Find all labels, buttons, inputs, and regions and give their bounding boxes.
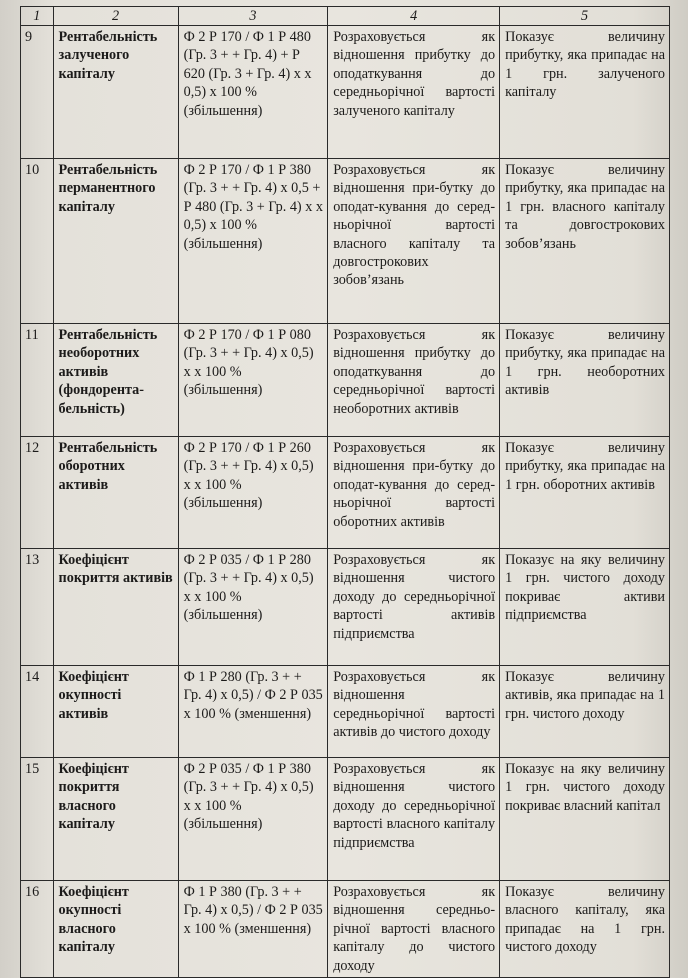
- row-number: 10: [21, 159, 54, 324]
- row-number: 11: [21, 324, 54, 437]
- row-number: 12: [21, 437, 54, 549]
- indicator-name: Коефіцієнт окупності активів: [53, 666, 178, 758]
- table-row: [21, 437, 670, 549]
- calculation-method: Розраховується як відношення середньорічної вартості активів до чистого доходу: [328, 666, 500, 758]
- header-row: [21, 7, 670, 26]
- calculation-method: Розраховується як відношення середньо-річної вартості власного капіталу до чистого доходу: [328, 881, 500, 978]
- row-number: 13: [21, 549, 54, 666]
- indicator-formula: Ф 2 Р 035 / Ф 1 Р 380 (Гр. 3 + + Гр. 4) х 0,5) х х 100 % (збільшення): [178, 758, 328, 881]
- indicator-formula: Ф 2 Р 035 / Ф 1 Р 280 (Гр. 3 + + Гр. 4) х 0,5) х х 100 % (збільшення): [178, 549, 328, 666]
- calculation-method: Розраховується як відношення чистого доходу до середньорічної вартості власного капіталу підприємства: [328, 758, 500, 881]
- col-header-1: 1: [21, 7, 54, 26]
- row-number: 14: [21, 666, 54, 758]
- col-header-4: 4: [328, 7, 500, 26]
- indicator-formula: Ф 2 Р 170 / Ф 1 Р 480 (Гр. 3 + + Гр. 4) + Р 620 (Гр. 3 + Гр. 4) х х 0,5) х 100 % (збільшення): [178, 26, 328, 159]
- indicator-meaning: Показує на яку величину 1 грн. чистого доходу покриває власний капітал: [500, 758, 670, 881]
- indicator-name: Рентабельність перманентного капіталу: [53, 159, 178, 324]
- indicator-formula: Ф 2 Р 170 / Ф 1 Р 260 (Гр. 3 + + Гр. 4) х 0,5) х х 100 % (збільшення): [178, 437, 328, 549]
- indicator-meaning: Показує величину прибутку, яка припадає на 1 грн. оборотних активів: [500, 437, 670, 549]
- indicator-name: Коефіцієнт окупності власного капіталу: [53, 881, 178, 978]
- indicators-table: [20, 6, 670, 978]
- indicator-meaning: Показує величину прибутку, яка припадає на 1 грн. необоротних активів: [500, 324, 670, 437]
- indicator-formula: Ф 1 Р 380 (Гр. 3 + + Гр. 4) х 0,5) / Ф 2 Р 035 х 100 % (зменшення): [178, 881, 328, 978]
- table-row: [21, 666, 670, 758]
- indicator-name: Коефіцієнт покриття активів: [53, 549, 178, 666]
- calculation-method: Розраховується як відношення прибутку до оподаткування до середньорічної вартості залученого капіталу: [328, 26, 500, 159]
- indicator-meaning: Показує величину власного капіталу, яка припадає на 1 грн. чистого доходу: [500, 881, 670, 978]
- indicator-meaning: Показує величину прибутку, яка припадає на 1 грн. власного капіталу та довгострокових зобов’язань: [500, 159, 670, 324]
- indicator-meaning: Показує на яку величину 1 грн. чистого доходу покриває активи підприємства: [500, 549, 670, 666]
- row-number: 9: [21, 26, 54, 159]
- indicator-meaning: Показує величину прибутку, яка припадає на 1 грн. залученого капіталу: [500, 26, 670, 159]
- table-row: [21, 758, 670, 881]
- table-row: [21, 26, 670, 159]
- indicator-formula: Ф 2 Р 170 / Ф 1 Р 080 (Гр. 3 + + Гр. 4) х 0,5) х х 100 % (збільшення): [178, 324, 328, 437]
- table-row: [21, 549, 670, 666]
- calculation-method: Розраховується як відношення чистого доходу до середньорічної вартості активів підприємства: [328, 549, 500, 666]
- row-number: 15: [21, 758, 54, 881]
- indicator-name: Рентабельність необоротних активів (фондорента-бельність): [53, 324, 178, 437]
- table-row: [21, 324, 670, 437]
- table-row: [21, 881, 670, 978]
- indicator-name: Рентабельність оборотних активів: [53, 437, 178, 549]
- indicator-name: Рентабельність залученого капіталу: [53, 26, 178, 159]
- table-row: [21, 159, 670, 324]
- calculation-method: Розраховується як відношення при-бутку до оподат-кування до серед-ньорічної вартості власного капіталу та довгострокових зобов’язань: [328, 159, 500, 324]
- calculation-method: Розраховується як відношення при-бутку до оподат-кування до серед-ньорічної вартості оборотних активів: [328, 437, 500, 549]
- indicator-formula: Ф 1 Р 280 (Гр. 3 + + Гр. 4) х 0,5) / Ф 2 Р 035 х 100 % (зменшення): [178, 666, 328, 758]
- col-header-2: 2: [53, 7, 178, 26]
- col-header-3: 3: [178, 7, 328, 26]
- row-number: 16: [21, 881, 54, 978]
- col-header-5: 5: [500, 7, 670, 26]
- indicator-meaning: Показує величину активів, яка припадає на 1 грн. чистого доходу: [500, 666, 670, 758]
- calculation-method: Розраховується як відношення прибутку до оподаткування до середньорічної вартості необоротних активів: [328, 324, 500, 437]
- indicator-name: Коефіцієнт покриття власного капіталу: [53, 758, 178, 881]
- indicator-formula: Ф 2 Р 170 / Ф 1 Р 380 (Гр. 3 + + Гр. 4) х 0,5 + Р 480 (Гр. 3 + Гр. 4) х х 0,5) х 100 % (збільшення): [178, 159, 328, 324]
